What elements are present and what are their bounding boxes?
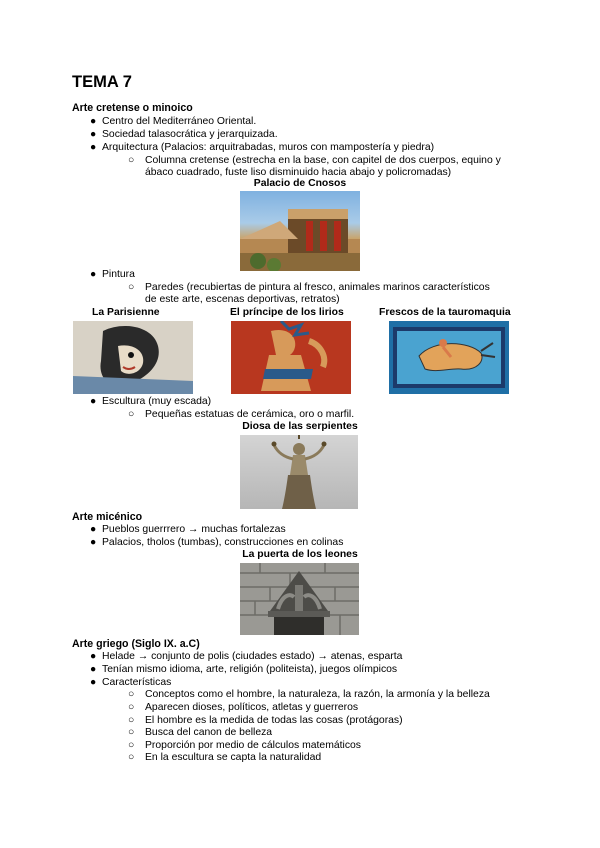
bullet-icon: ○ — [128, 752, 135, 763]
bullet-icon: ● — [90, 537, 97, 548]
bullet-icon: ○ — [128, 689, 135, 700]
sub-list-item: ○ En la escultura se capta la naturalidad — [128, 752, 322, 763]
bullet-icon: ○ — [128, 409, 135, 420]
sub-list-item-cont: ábaco cuadrado, fuste liso disminuido hacia abajo y policromadas) — [145, 167, 452, 178]
bull-image — [389, 321, 509, 394]
list-item: ● Tenían mismo idioma, arte, religión (politeista), juegos olímpicos — [90, 664, 398, 675]
sub-list-item: ○ Proporción por medio de cálculos matemáticos — [128, 740, 361, 751]
prince-image — [231, 321, 351, 394]
bullet-icon: ● — [90, 677, 97, 688]
list-item: ● Características — [90, 677, 172, 688]
sub-list-item: ○ Aparecen dioses, políticos, atletas y guerreros — [128, 702, 359, 713]
bullet-icon: ○ — [128, 155, 135, 166]
sub-list-item: ○ Columna cretense (estrecha en la base, con capitel de dos cuerpos, equino y — [128, 155, 501, 166]
bullet-icon: ○ — [128, 727, 135, 738]
section-heading-minoan: Arte cretense o minoico — [72, 102, 193, 114]
bullet-icon: ● — [90, 142, 97, 153]
sub-list-item: ○ El hombre es la medida de todas las cosas (protágoras) — [128, 715, 403, 726]
list-item: ● Centro del Mediterráneo Oriental. — [90, 116, 257, 127]
sub-list-item: ○ Pequeñas estatuas de cerámica, oro o marfil. — [128, 409, 355, 420]
list-item: ● Sociedad talasocrática y jerarquizada. — [90, 129, 278, 140]
bullet-icon: ● — [90, 651, 97, 662]
page-title: TEMA 7 — [72, 73, 132, 91]
section-heading-greek: Arte griego (Siglo IX. a.C) — [72, 638, 200, 650]
bullet-icon: ○ — [128, 740, 135, 751]
sub-list-item: ○ Busca del canon de belleza — [128, 727, 273, 738]
bullet-icon: ● — [90, 269, 97, 280]
palace-image — [240, 191, 360, 271]
list-item: ● Palacios, tholos (tumbas), construcciones en colinas — [90, 537, 344, 548]
list-item: ● Helade → conjunto de polis (ciudades estado) → atenas, esparta — [90, 651, 403, 662]
bullet-icon: ○ — [128, 282, 135, 293]
bullet-icon: ○ — [128, 702, 135, 713]
list-item: ● Escultura (muy escada) — [90, 396, 212, 407]
bullet-icon: ● — [90, 396, 97, 407]
caption-palace: Palacio de Cnosos — [253, 178, 347, 189]
sub-list-item: ○ Conceptos como el hombre, la naturaleza, la razón, la armonía y la belleza — [128, 689, 490, 700]
caption-parisienne: La Parisienne — [92, 307, 160, 318]
list-item: ● Pintura — [90, 269, 135, 280]
bullet-icon: ● — [90, 116, 97, 127]
list-item: ● Arquitectura (Palacios: arquitrabadas, muros con mampostería y piedra) — [90, 142, 435, 153]
section-heading-mycenaean: Arte micénico — [72, 511, 143, 523]
caption-bull: Frescos de la tauromaquia — [379, 307, 511, 318]
bullet-icon: ● — [90, 524, 97, 535]
caption-gate: La puerta de los leones — [242, 549, 358, 560]
sub-list-item-cont: de este arte, escenas deportivas, retratos) — [145, 294, 340, 305]
list-item: ● Pueblos guerrrero → muchas fortalezas — [90, 524, 286, 535]
bullet-icon: ○ — [128, 715, 135, 726]
goddess-image — [240, 435, 358, 509]
sub-list-item: ○ Paredes (recubiertas de pintura al fresco, animales marinos característicos — [128, 282, 490, 293]
bullet-icon: ● — [90, 129, 97, 140]
bullet-icon: ● — [90, 664, 97, 675]
caption-prince: El príncipe de los lirios — [230, 307, 344, 318]
caption-goddess: Diosa de las serpientes — [242, 421, 358, 432]
lion-gate-image — [240, 563, 359, 635]
parisienne-image — [73, 321, 193, 394]
